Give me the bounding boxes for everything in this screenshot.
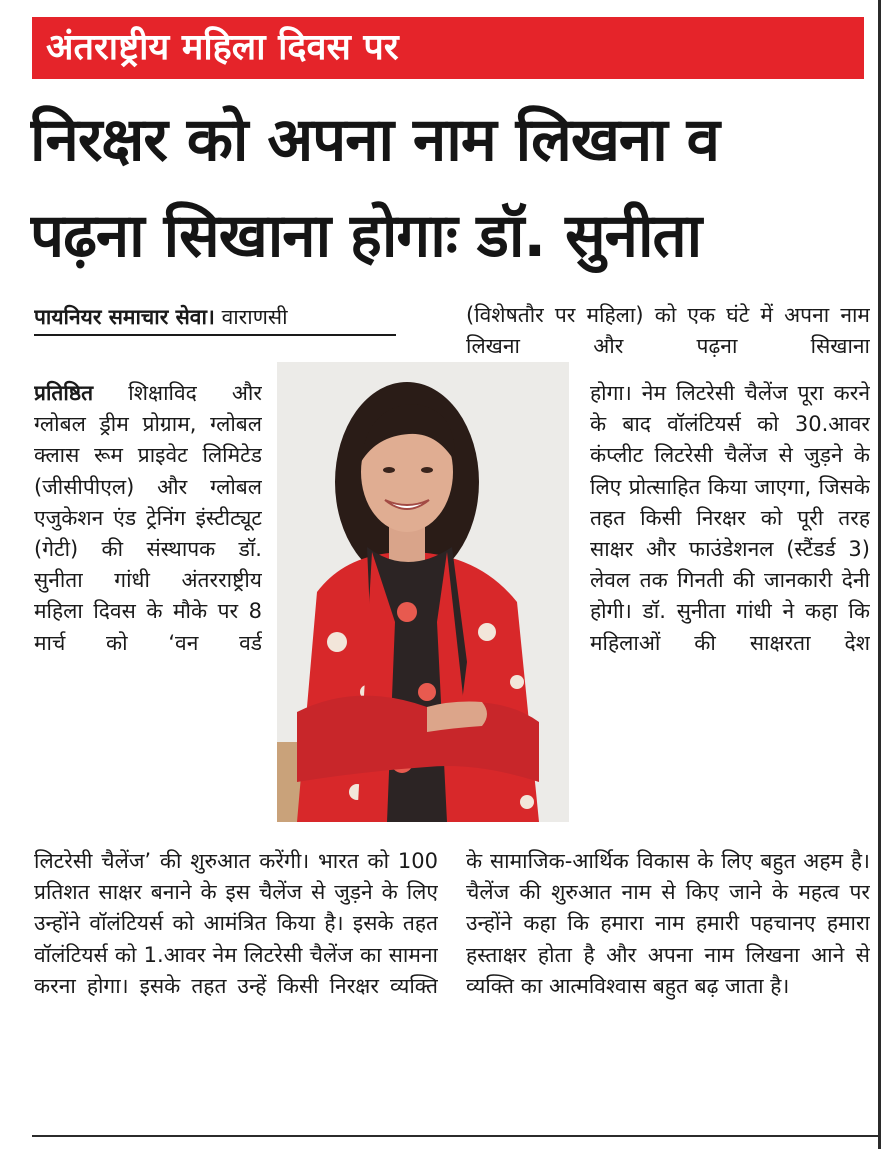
headline-line-1: निरक्षर को अपना नाम लिखना व <box>30 105 719 175</box>
portrait-photo <box>277 362 569 822</box>
article-text-left-top <box>34 378 262 846</box>
article-text-right-mid <box>590 378 870 846</box>
headline <box>30 92 870 284</box>
byline <box>34 302 396 336</box>
article-paragraph: लिटरेसी चैलेंज’ की शुरुआत करेंगी। भारत को 100 प्रतिशत साक्षर बनाने के इस चैलेंज से जुड़ने के लिए उन्होंने वॉलंटियर्स को आमंत्रित किया है। इसके तहत वॉलंटियर्स को 1.आवर नेम लिटरेसी चैलेंज का सामना करना होगा। इसके तहत उन्हें किसी निरक्षर व्यक्ति <box>34 849 438 998</box>
article-text-right-bottom <box>466 846 870 1128</box>
article-paragraph: होगा। नेम लिटरेसी चैलेंज पूरा करने के बाद वॉलंटियर्स को 30.आवर कंप्लीट लिटरेसी चैलेंज से जुड़ने के लिए प्रोत्साहित किया जाएगा, जिसके तहत किसी निरक्षर को पूरी तरह साक्षर और फाउंडेशनल (स्टैंडर्ड 3) लेवल तक गिनती की जानकारी देनी होगी। डॉ. सुनीता गांधी ने कहा कि महिलाओं की साक्षरता देश <box>590 381 870 655</box>
byline-agency: पायनियर समाचार सेवा <box>34 305 207 329</box>
headline-line-2: पढ़ना सिखाना होगाः डॉ. सुनीता <box>30 201 702 271</box>
column-rule <box>878 0 881 1149</box>
byline-separator: । <box>206 305 215 329</box>
article-paragraph: शिक्षाविद और ग्लोबल ड्रीम प्रोग्राम, ग्लोबल क्लास रूम प्राइवेट लिमिटेड (जीसीपीएल) और ग्लोबल एजुकेशन एंड ट्रेनिंग इंस्टीट्यूट (गेटी) की संस्थापक डॉ. सुनीता गांधी अंतरराष्ट्रीय महिला दिवस के मौके पर 8 मार्च को ‘वन वर्ड <box>34 381 262 655</box>
article-paragraph: के सामाजिक-आर्थिक विकास के लिए बहुत अहम है। चैलेंज की शुरुआत नाम से किए जाने के महत्व पर उन्होंने कहा कि हमारा नाम हमारी पहचानए हमारा हस्ताक्षर होता है और अपना नाम लिखना आने से व्यक्ति का आत्मविश्वास बहुत बढ़ जाता है। <box>466 849 870 998</box>
article-text-left-bottom <box>34 846 438 1128</box>
section-kicker: अंतराष्ट्रीय महिला दिवस पर <box>32 17 864 79</box>
byline-city: वाराणसी <box>221 305 288 329</box>
article-lead-word: प्रतिष्ठित <box>34 381 94 405</box>
bottom-rule <box>32 1135 878 1137</box>
article-paragraph: (विशेषतौर पर महिला) को एक घंटे में अपना नाम लिखना और पढ़ना सिखाना <box>466 303 870 359</box>
